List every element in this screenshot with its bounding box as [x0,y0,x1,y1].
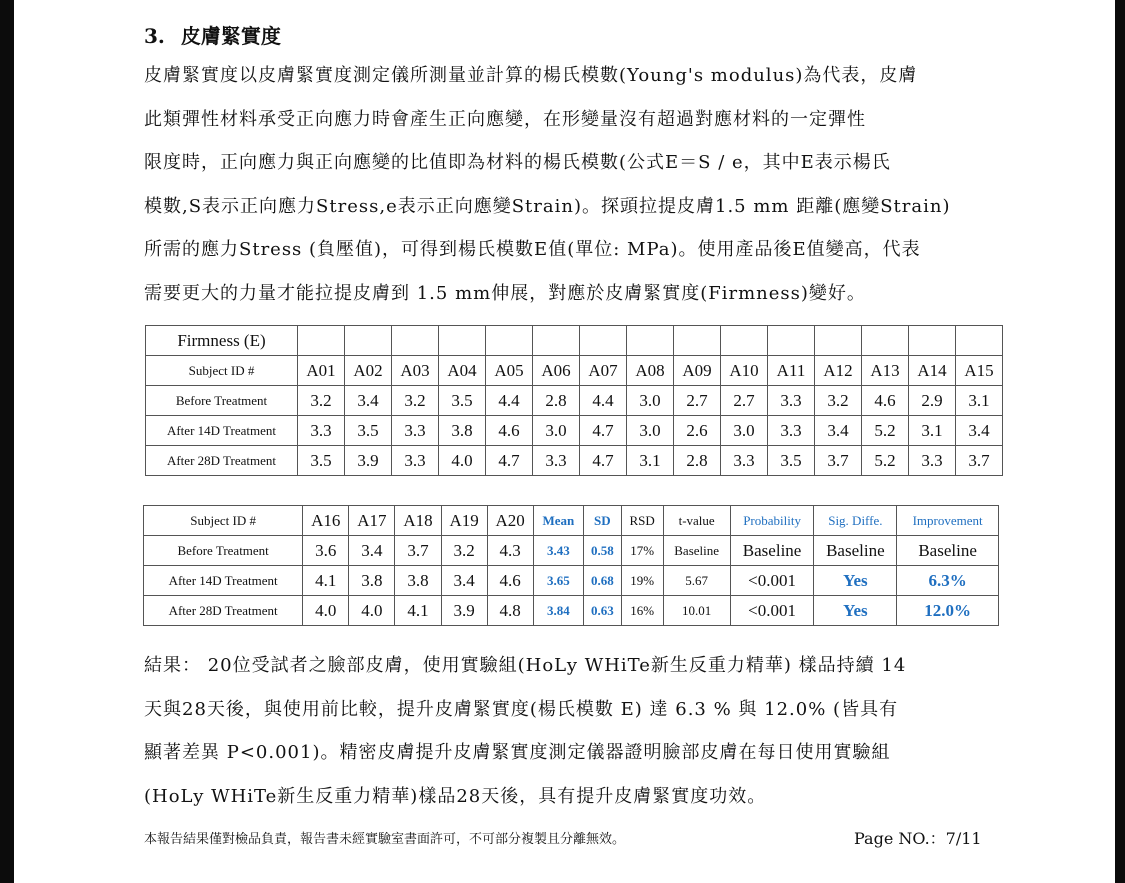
table-cell: 4.6 [862,386,909,416]
paragraph-line: 此類彈性材料承受正向應力時會產生正向應變，在形變量沒有超過對應材料的一定彈性 [144,108,866,130]
table-cell: 3.3 [768,386,815,416]
table-cell: 5.2 [862,446,909,476]
row-label: After 14D Treatment [144,566,303,596]
sd-header: SD [584,506,622,536]
table-cell: 3.1 [627,446,674,476]
subject-id: A11 [768,356,815,386]
right-page-edge [1115,0,1125,883]
subject-id: A09 [674,356,721,386]
table-cell: 3.1 [909,416,956,446]
row-label: After 28D Treatment [144,596,303,626]
table-cell: 4.1 [303,566,349,596]
subject-id: A01 [298,356,345,386]
improvement-cell: 6.3% [897,566,999,596]
table-cell: 3.3 [533,446,580,476]
table-cell: 3.4 [815,416,862,446]
mean-cell: 3.65 [533,566,583,596]
subject-id: A20 [487,506,533,536]
improvement-cell: 12.0% [897,596,999,626]
subject-id: A15 [956,356,1003,386]
section-heading [144,20,281,49]
paragraph-line: 天與28天後，與使用前比較，提升皮膚緊實度(楊氏模數 E) 達 6.3 % 與 12.0% (皆具有 [144,698,899,720]
table-cell: 4.1 [395,596,441,626]
table-cell: 3.5 [439,386,486,416]
table-cell: 3.5 [768,446,815,476]
subject-id: A02 [345,356,392,386]
subject-id: A16 [303,506,349,536]
table-cell: 3.9 [345,446,392,476]
t-value-cell: 10.01 [663,596,730,626]
table-cell: 3.0 [627,386,674,416]
paragraph-line: 需要更大的力量才能拉提皮膚到 1.5 mm伸展，對應於皮膚緊實度(Firmness)變好。 [144,282,866,304]
subject-id: A14 [909,356,956,386]
rsd-header: RSD [621,506,663,536]
table-cell: 4.7 [580,416,627,446]
improvement-header: Improvement [897,506,999,536]
table-cell: 3.3 [392,416,439,446]
table-cell: 3.1 [956,386,1003,416]
table-cell: 3.4 [441,566,487,596]
table-row [146,416,1003,446]
table-cell: 3.2 [392,386,439,416]
table-cell: 2.8 [533,386,580,416]
subject-id: A18 [395,506,441,536]
row-label: After 14D Treatment [146,416,298,446]
table-cell: 3.3 [721,446,768,476]
table-cell: 4.0 [303,596,349,626]
subject-id: A12 [815,356,862,386]
table-cell: 3.5 [345,416,392,446]
table-cell: 3.9 [441,596,487,626]
table-cell: 3.2 [815,386,862,416]
row-label: After 28D Treatment [146,446,298,476]
subject-id-label: Subject ID # [146,356,298,386]
table-cell: 2.7 [674,386,721,416]
table-cell: 4.3 [487,536,533,566]
table-title-row [146,326,1003,356]
firmness-table-1 [145,325,1003,476]
mean-cell: 3.43 [533,536,583,566]
probability-cell: <0.001 [730,566,814,596]
subject-id-label: Subject ID # [144,506,303,536]
table-cell: 3.8 [439,416,486,446]
sd-cell: 0.58 [584,536,622,566]
rsd-cell: 17% [621,536,663,566]
table-cell: 4.0 [439,446,486,476]
document-page [14,0,1115,883]
section-title: 皮膚緊實度 [180,24,281,48]
subject-id: A07 [580,356,627,386]
table-cell: 3.3 [909,446,956,476]
table-cell: 2.8 [674,446,721,476]
sd-cell: 0.68 [584,566,622,596]
table-cell: 3.8 [349,566,395,596]
improvement-cell: Baseline [897,536,999,566]
table-cell: 3.7 [956,446,1003,476]
table-row [144,596,999,626]
subject-id: A13 [862,356,909,386]
table-cell: 4.0 [349,596,395,626]
row-label: Before Treatment [144,536,303,566]
table-cell: 3.2 [298,386,345,416]
table-cell: 3.4 [956,416,1003,446]
paragraph-line: 所需的應力Stress (負壓值)，可得到楊氏模數E值(單位: MPa)。使用產品後E值變高，代表 [144,239,921,260]
table-cell: 3.3 [298,416,345,446]
table-cell: 3.6 [303,536,349,566]
subject-id: A04 [439,356,486,386]
table-cell: 3.3 [392,446,439,476]
row-label: Before Treatment [146,386,298,416]
intro-paragraph [144,62,1004,323]
table-cell: 3.0 [627,416,674,446]
left-page-edge [0,0,14,883]
subject-id: A17 [349,506,395,536]
paragraph-line: 顯著差異 P<0.001)。精密皮膚提升皮膚緊實度測定儀器證明臉部皮膚在每日使用實驗組 [144,742,891,763]
table-row [146,386,1003,416]
table-row [146,446,1003,476]
probability-header: Probability [730,506,814,536]
table-cell: 4.4 [486,386,533,416]
subject-id-row [146,356,1003,386]
table-cell: 5.2 [862,416,909,446]
table-cell: 2.6 [674,416,721,446]
paragraph-line: (HoLy WHiTe新生反重力精華)樣品28天後，具有提升皮膚緊實度功效。 [144,785,767,807]
t-value-cell: 5.67 [663,566,730,596]
table-title: Firmness (E) [146,326,298,356]
section-number: 3. [144,24,165,48]
table-row [144,536,999,566]
mean-header: Mean [533,506,583,536]
sig-diff-cell: Yes [814,596,897,626]
table-cell: 4.4 [580,386,627,416]
t-value-cell: Baseline [663,536,730,566]
rsd-cell: 16% [621,596,663,626]
page-number: Page NO.：7/11 [854,829,982,848]
table-cell: 3.5 [298,446,345,476]
table-cell: 3.0 [721,416,768,446]
subject-id: A10 [721,356,768,386]
table-cell: 4.6 [486,416,533,446]
table-cell: 3.8 [395,566,441,596]
subject-id: A03 [392,356,439,386]
table-cell: 3.4 [345,386,392,416]
table-cell: 3.3 [768,416,815,446]
table-cell: 4.7 [486,446,533,476]
table-cell: 3.7 [395,536,441,566]
header-row [144,506,999,536]
sig-diff-cell: Baseline [814,536,897,566]
probability-cell: Baseline [730,536,814,566]
table-cell: 4.8 [487,596,533,626]
sig-diff-cell: Yes [814,566,897,596]
table-cell: 3.2 [441,536,487,566]
subject-id: A19 [441,506,487,536]
sd-cell: 0.63 [584,596,622,626]
table-cell: 3.4 [349,536,395,566]
paragraph-line: 限度時，正向應力與正向應變的比值即為材料的楊氏模數(公式E＝S / e，其中E表示楊氏 [144,152,891,173]
sig-diff-header: Sig. Diffe. [814,506,897,536]
probability-cell: <0.001 [730,596,814,626]
subject-id: A05 [486,356,533,386]
table-cell: 3.7 [815,446,862,476]
subject-id: A08 [627,356,674,386]
paragraph-line: 模數,S表示正向應力Stress,e表示正向應變Strain)。探頭拉提皮膚1.5 mm 距離(應變Strain) [144,195,951,217]
table-cell: 4.7 [580,446,627,476]
result-paragraph [144,652,1004,826]
firmness-table-2 [143,505,999,626]
rsd-cell: 19% [621,566,663,596]
paragraph-line: 結果： 20位受試者之臉部皮膚，使用實驗組(HoLy WHiTe新生反重力精華) 樣品持續 14 [144,655,907,676]
table-cell: 2.9 [909,386,956,416]
table-row [144,566,999,596]
subject-id: A06 [533,356,580,386]
mean-cell: 3.84 [533,596,583,626]
table-cell: 3.0 [533,416,580,446]
paragraph-line: 皮膚緊實度以皮膚緊實度測定儀所測量並計算的楊氏模數(Young's modulus)為代表，皮膚 [144,65,918,86]
footer-disclaimer: 本報告結果僅對檢品負責，報告書未經實驗室書面許可，不可部分複製且分離無效。 [144,832,626,847]
t-value-header: t-value [663,506,730,536]
table-cell: 2.7 [721,386,768,416]
table-cell: 4.6 [487,566,533,596]
